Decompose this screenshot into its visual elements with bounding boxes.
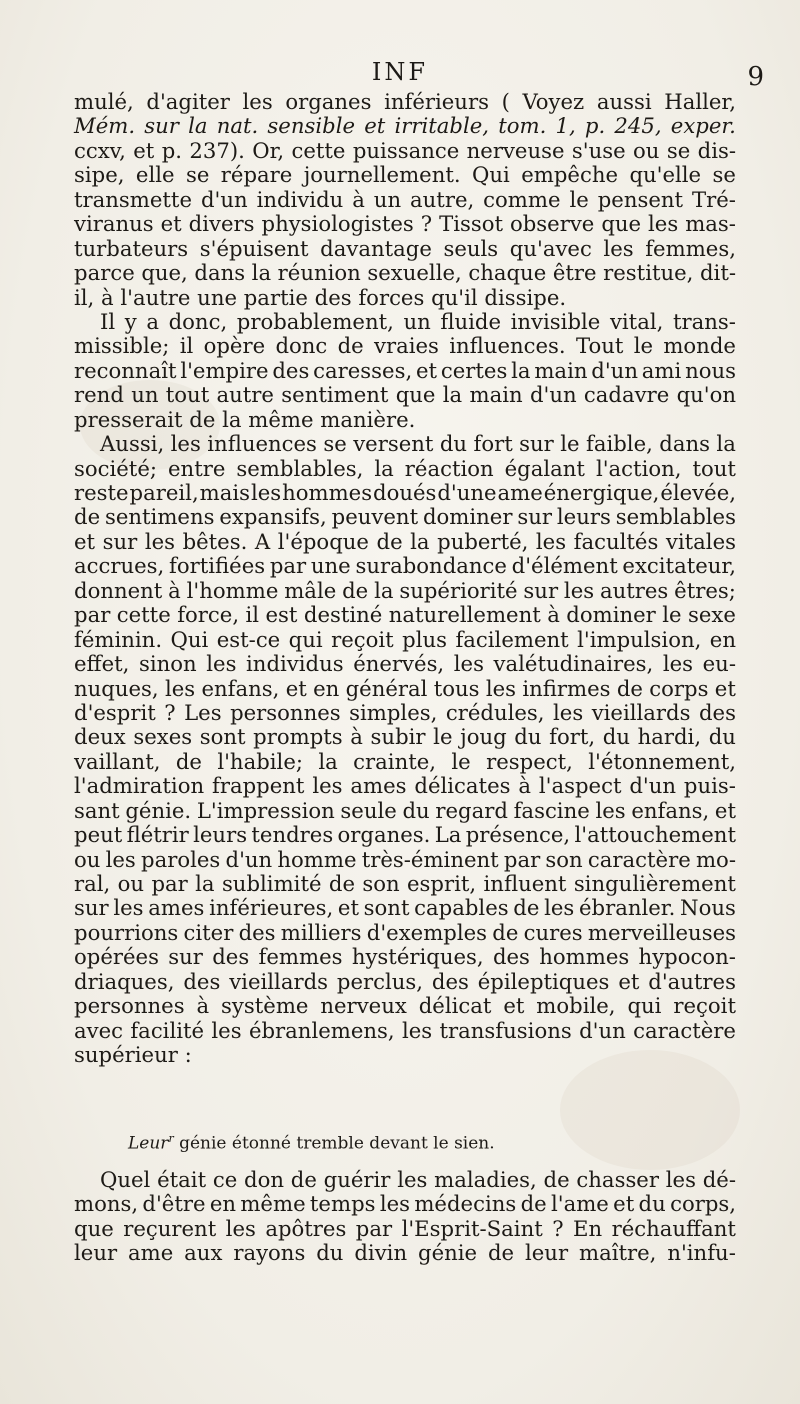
text-line: vaillant, de l'habile; la crainte, le respect, l'étonnement,: [74, 748, 736, 774]
text-line: par cette force, il est destiné naturellement à dominer le sexe: [74, 602, 736, 628]
main-text: [74, 90, 736, 1068]
text-line: nuques, les enfans, et en général tous les infirmes de corps et: [74, 675, 736, 701]
quote-superscript: r: [168, 1132, 174, 1145]
verse-quotation: [128, 1132, 495, 1154]
text-line: personnes à système nerveux délicat et mobile, qui reçoit: [74, 993, 736, 1019]
text-line: et sur les bêtes. A l'époque de la puberté, les facultés vitales: [74, 528, 736, 554]
text-line: d'esprit ? Les personnes simples, crédules, les vieillards des: [74, 699, 736, 725]
text-line: supérieur :: [74, 1042, 192, 1068]
text-line: opérées sur des femmes hystériques, des hommes hypocon-: [74, 944, 736, 970]
text-line: mons, d'être en même temps les médecins de l'ame et du corps,: [74, 1191, 736, 1217]
text-line: sur les ames inférieures, et sont capables de les ébranler. Nous: [74, 895, 736, 921]
text-line: parce que, dans la réunion sexuelle, chaque être restitue, dit-: [74, 260, 736, 286]
text-line: ral, ou par la sublimité de son esprit, influent singulièrement: [74, 871, 736, 896]
closing-paragraph: [74, 1168, 736, 1266]
text-line: leur ame aux rayons du divin génie de leur maître, n'infu-: [74, 1240, 736, 1266]
text-line: Quel était ce don de guérir les maladies, de chasser les dé-: [100, 1167, 736, 1192]
text-line: pourrions citer des milliers d'exemples de cures merveilleuses: [74, 919, 736, 945]
text-line: effet, sinon les individus énervés, les valétudinaires, les eu-: [74, 651, 736, 677]
text-line: presserait de la même manière.: [74, 406, 416, 432]
text-line: viranus et divers physiologistes ? Tissot observe que les mas-: [74, 211, 736, 237]
text-line: turbateurs s'épuisent davantage seuls qu'avec les femmes,: [74, 235, 736, 261]
text-line: deux sexes sont prompts à subir le joug du fort, du hardi, du: [74, 724, 736, 750]
text-line: Il y a donc, probablement, un fluide invisible vital, trans-: [100, 308, 736, 334]
text-line: Aussi, les influences se versent du fort sur le faible, dans la: [100, 431, 736, 457]
text-line: sipe, elle se répare journellement. Qui empêche qu'elle se: [74, 162, 736, 188]
text-line: que reçurent les apôtres par l'Esprit-Saint ? En réchauffant: [74, 1215, 736, 1241]
text-line: Mém. sur la nat. sensible et irritable, tom. 1, p. 245, exper.: [74, 113, 736, 139]
text-line: missible; il opère donc de vraies influences. Tout le monde: [74, 333, 736, 359]
text-line: reste pareil, mais les hommes doués d'une ame énergique, élevée,: [74, 480, 736, 505]
text-line: mulé, d'agiter les organes inférieurs ( Voyez aussi Haller,: [74, 89, 736, 114]
text-line: rend un tout autre sentiment que la main d'un cadavre qu'on: [74, 382, 736, 408]
text-line: société; entre semblables, la réaction égalant l'action, tout: [74, 455, 736, 481]
text-line: féminin. Qui est-ce qui reçoit plus facilement l'impulsion, en: [74, 626, 736, 652]
text-line: ou les paroles d'un homme très-éminent par son caractère mo-: [74, 846, 736, 872]
running-head: INF: [371, 58, 429, 86]
text-line: ccxv, et p. 237). Or, cette puissance nerveuse s'use ou se dis-: [74, 137, 736, 163]
paper-stain: [560, 1050, 740, 1170]
text-line: donnent à l'homme mâle de la supériorité sur les autres êtres;: [74, 577, 736, 603]
text-line: sant génie. L'impression seule du regard fascine les enfans, et: [74, 797, 736, 823]
page-number: 9: [747, 62, 764, 92]
quote-text: génie étonné tremble devant le sien.: [173, 1133, 495, 1154]
text-line: il, à l'autre une partie des forces qu'il dissipe.: [74, 284, 567, 310]
text-line: de sentimens expansifs, peuvent dominer sur leurs semblables: [74, 504, 736, 530]
quote-lead: Leur: [128, 1133, 169, 1154]
text-line: avec facilité les ébranlemens, les transfusions d'un caractère: [74, 1017, 736, 1043]
text-line: l'admiration frappent les ames délicates à l'aspect d'un puis-: [74, 773, 736, 799]
text-line: driaques, des vieillards perclus, des épileptiques et d'autres: [74, 968, 736, 994]
text-line: transmette d'un individu à un autre, comme le pensent Tré-: [74, 186, 736, 212]
text-line: accrues, fortifiées par une surabondance d'élément excitateur,: [74, 553, 736, 579]
text-line: reconnaît l'empire des caresses, et certes la main d'un ami nous: [74, 357, 736, 383]
text-line: peut flétrir leurs tendres organes. La présence, l'attouchement: [74, 822, 736, 848]
